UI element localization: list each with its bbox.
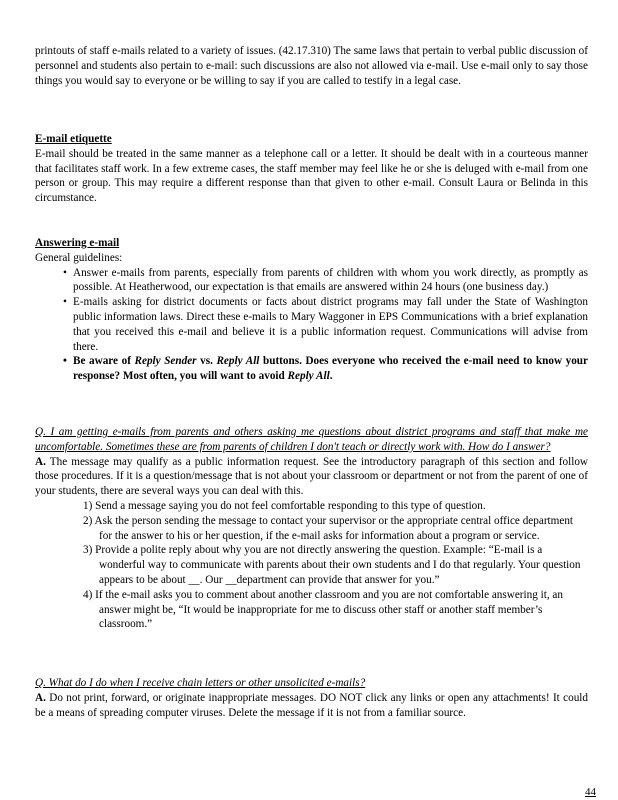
answering-subheading: General guidelines: [35, 251, 123, 264]
etiquette-heading: E-mail etiquette [35, 133, 112, 145]
guideline-item: • Be aware of Reply Sender vs. Reply All buttons. Does everyone who received the e-mail need to know your response? Most often, you will want to avoid Reply All. [73, 354, 588, 384]
q1-step: 4) If the e-mail asks you to comment about another classroom and you are not comfortable answering it, an answer might be, “It would be inappropriate for me to discuss other staff or another staff member’s classroom.” [83, 588, 563, 631]
etiquette-section [35, 132, 588, 206]
q2-question: Q. What do I do when I receive chain letters or other unsolicited e-mails? [35, 677, 366, 689]
q2-answer: A. Do not print, forward, or originate inappropriate messages. DO NOT click any links or open any attachments! It could be a means of spreading computer viruses. Delete the message if it is not from a familiar source. [35, 691, 588, 719]
guideline-item: • E-mails asking for district documents or facts about district programs may fall under the State of Washington public information laws. Direct these e-mails to Mary Waggoner in EPS Communications with a brief explanation that you received this e-mail and believe it is a public information request. Communications will advise from there. [73, 295, 588, 354]
q1-step: 1) Send a message saying you do not feel comfortable responding to this type of question. [83, 499, 486, 512]
answering-heading: Answering e-mail [35, 237, 120, 249]
q1-step: 3) Provide a polite reply about why you are not directly answering the question. Example: “E-mail is a wonderful way to communicate with parents about their own students and I do that regularly. Your question appears to be about __. Our __department can provide that answer for you.” [83, 544, 581, 586]
guidelines-list [35, 266, 588, 384]
q2-section [35, 676, 588, 720]
answering-section [35, 236, 588, 384]
intro-text: printouts of staff e-mails related to a variety of issues. (42.17.310) The same laws that pertain to verbal public discussion of personnel and students also pertain to e-mail: such discussions are also not allowed via e-mail. Use e-mail only to say those things you would say to everyone or be willing to say if you are called to testify in a legal case. [35, 45, 588, 87]
etiquette-text: E-mail should be treated in the same manner as a telephone call or a letter. It should be dealt with in a courteous manner that facilitates staff work. In a few extreme cases, the staff member may feel like he or she is deluged with e-mail from one person or group. This may require a different response than that given to other e-mail. Consult Laura or Belinda in this circumstance. [35, 147, 588, 205]
q1-question: Q. I am getting e-mails from parents and others asking me questions about district programs and staff that make me uncomfortable. Sometimes these are from parents of children I don't teach or directly work with. How do I answer? [35, 426, 588, 453]
q1-section [35, 425, 588, 632]
guideline-item: • Answer e-mails from parents, especially from parents of children with whom you work directly, as promptly as possible. At Heatherwood, our expectation is that emails are answered within 24 hours (one business day.) [73, 266, 588, 296]
q1-answer: A. The message may qualify as a public information request. See the introductory paragraph of this section and follow those procedures. If it is a question/message that is not about your classroom or department or not from the parent of one of your students, there are several ways you can deal with this. [35, 455, 588, 498]
page-number: 44 [585, 786, 596, 798]
intro-paragraph [35, 44, 588, 88]
q1-steps [35, 499, 588, 632]
q1-step: 2) Ask the person sending the message to contact your supervisor or the appropriate central office department for the answer to his or her question, if the e-mail asks for information about a program or service. [83, 514, 574, 542]
